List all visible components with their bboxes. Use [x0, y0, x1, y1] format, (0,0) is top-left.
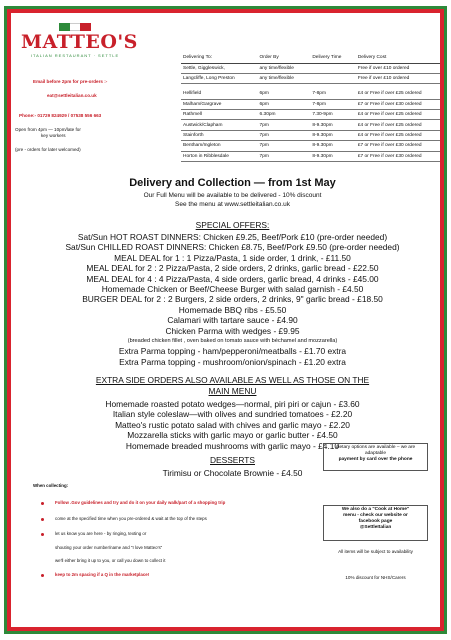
- delivery-cell: Austwick/Clapham: [181, 120, 258, 130]
- delivery-cell: 8-9.30pm: [310, 120, 355, 130]
- offer-item: Sat/Sun HOT ROAST DINNERS: Chicken £9.25, Beef/Pork £10 (pre-order needed): [77, 232, 388, 242]
- flyer-page: [11, 13, 440, 627]
- offers-heading: SPECIAL OFFERS:: [195, 220, 270, 230]
- delivery-row: [181, 151, 440, 161]
- opening-hours: Open from 4pm — 10pm/late for: [15, 127, 81, 132]
- phone-numbers[interactable]: Phone:- 01729 824929 / 07538 556 663: [19, 113, 102, 118]
- offer-item: Homemade BBQ ribs - £5.50: [178, 304, 287, 315]
- dietary-line-2: adaptable: [364, 451, 387, 456]
- cook-line-4[interactable]: @SettleItalian: [359, 525, 392, 530]
- delivery-row: [181, 120, 440, 130]
- see-menu-link[interactable]: See the menu at www.settleitalian.co.uk: [175, 201, 290, 208]
- card-payment: payment by card over the phone: [338, 457, 413, 462]
- cook-line-3: facebook page: [358, 519, 393, 524]
- delivery-cell: 7pm: [258, 141, 311, 151]
- delivery-cell: £4 or Free if over £25 ordered: [356, 130, 440, 140]
- dietary-line-1: dietary options are available – we are: [335, 445, 416, 450]
- delivery-cell: 8-9.30pm: [310, 141, 355, 151]
- extra-item: Italian style coleslaw—with olives and sundried tomatoes - £2.20: [112, 409, 353, 420]
- email-address[interactable]: eat@settleitalian.co.uk: [47, 93, 97, 98]
- dietary-box: [323, 443, 428, 471]
- collection-item-3b: shouting your order number/name and "I love Matteo's": [55, 545, 163, 550]
- cook-at-home-box: [323, 505, 428, 541]
- delivery-cell: [310, 63, 355, 73]
- delivery-cell: any time/flexible: [258, 63, 311, 73]
- delivery-cell: Bentham/Ingleton: [181, 141, 258, 151]
- delivery-cell: 7-8pm: [310, 89, 355, 99]
- offer-item: MEAL DEAL for 1 : 1 Pizza/Pasta, 1 side order, 1 drink, - £11.50: [114, 252, 351, 263]
- delivery-cell: 7pm: [258, 151, 311, 161]
- col-delivery-time: Delivery Time: [310, 53, 355, 63]
- col-delivery-cost: Delivery Cost: [356, 53, 440, 63]
- opening-hours-2: key workers: [41, 133, 66, 138]
- offer-item: Extra Parma topping - mushroom/onion/spinach - £1.20 extra: [119, 356, 346, 367]
- delivery-cell: £7 or Free if over £30 ordered: [356, 99, 440, 109]
- offer-item: Homemade Chicken or Beef/Cheese Burger with salad garnish - £4.50: [101, 284, 364, 295]
- offer-item: Calamari with tartare sauce - £4.90: [167, 315, 298, 326]
- delivery-cell: 6pm: [258, 99, 311, 109]
- delivery-cell: Hellifield: [181, 89, 258, 99]
- delivery-cell: Free if over £10 ordered: [356, 73, 440, 83]
- offer-item: Chicken Parma with wedges - £9.95: [165, 325, 300, 336]
- email-notice: Email before 2pm for pre-orders :-: [33, 79, 108, 84]
- bullet-icon: [41, 518, 44, 521]
- discount-note: 10% discount for NHS/Carers: [345, 575, 406, 580]
- desserts-heading: DESSERTS: [210, 455, 255, 465]
- delivery-cell: 6.30pm: [258, 110, 311, 120]
- page-title: Delivery and Collection — from 1st May: [129, 177, 336, 189]
- delivery-row: [181, 99, 440, 109]
- italian-flag-icon: [59, 23, 91, 31]
- extra-item: Homemade breaded mushrooms with garlic mayo - £4.10: [125, 440, 340, 451]
- delivery-cell: 6pm: [258, 89, 311, 99]
- extra-item: Matteo's rustic potato salad with chives and garlic mayo - £2.20: [115, 419, 350, 430]
- delivery-cell: 7pm: [258, 120, 311, 130]
- availability-note: All items will be subject to availability: [338, 549, 413, 554]
- delivery-row: [181, 110, 440, 120]
- delivery-cell: [310, 73, 355, 83]
- offer-item: (breaded chicken fillet , oven baked on tomato sauce with béchamel and mozzarella): [127, 338, 338, 345]
- col-delivering-to: Delivering To:: [181, 53, 258, 63]
- delivery-row: [181, 130, 440, 140]
- delivery-cell: Settle, Giggleswick,: [181, 63, 258, 73]
- delivery-row: [181, 141, 440, 151]
- collection-item-4: keep to 2m spacing if a Q in the marketplace!: [55, 572, 150, 577]
- delivery-cell: Stainforth: [181, 130, 258, 140]
- extras-heading-2: MAIN MENU: [208, 386, 257, 396]
- bullet-icon: [41, 502, 44, 505]
- logo-tagline: ITALIAN RESTAURANT · SETTLE: [30, 53, 120, 58]
- delivery-cell: Langcliffe, Long Preston: [181, 73, 258, 83]
- delivery-cell: £7 or Free if over £30 ordered: [356, 151, 440, 161]
- delivery-cell: 8-9.30pm: [310, 151, 355, 161]
- red-border: [7, 9, 444, 631]
- delivery-cell: £4 or Free if over £25 ordered: [356, 110, 440, 120]
- collection-item-3: let us know you are here - by ringing, texting or: [55, 531, 147, 536]
- delivery-cell: any time/flexible: [258, 73, 311, 83]
- green-border: [4, 6, 447, 634]
- delivery-row: [181, 89, 440, 99]
- offer-item: Sat/Sun CHILLED ROAST DINNERS: Chicken £8.75, Beef/Pork £9.50 (pre-order needed): [65, 242, 400, 253]
- offer-item: MEAL DEAL for 4 : 4 Pizza/Pasta, 4 side orders, garlic bread, 4 drinks - £45.00: [86, 273, 379, 284]
- cook-line-1: We also do a "Cook at Home": [341, 507, 410, 512]
- delivery-cell: Malham/Gargrave: [181, 99, 258, 109]
- matteos-logo: [21, 23, 138, 59]
- bullet-icon: [41, 574, 44, 577]
- delivery-table-header: [181, 53, 440, 63]
- delivery-cell: £4 or Free if over £25 ordered: [356, 120, 440, 130]
- dessert-item: Tirimisu or Chocolate Brownie - £4.50: [162, 468, 303, 478]
- collection-heading: When collecting:: [33, 483, 69, 488]
- offer-item: Extra Parma topping - ham/pepperoni/meatballs - £1.70 extra: [118, 346, 347, 357]
- extra-item: Homemade roasted potato wedges—normal, piri piri or cajun - £3.60: [105, 399, 360, 409]
- collection-item-2: come at the specified time when you pre-ordered & wait at the top of the steps: [55, 516, 207, 521]
- preorder-note: (pre - orders for later welcomed): [15, 147, 81, 152]
- delivery-cell: 7.30-9pm: [310, 110, 355, 120]
- subtitle: Our Full Menu will be available to be delivered - 10% discount: [143, 192, 322, 199]
- offer-item: MEAL DEAL for 2 : 2 Pizza/Pasta, 2 side orders, 2 drinks, garlic bread - £22.50: [86, 263, 379, 274]
- delivery-cell: £7 or Free if over £30 ordered: [356, 141, 440, 151]
- collection-item-1: Follow .Gov guidelines and try and do it on your daily walk/part of a shopping trip: [55, 500, 226, 505]
- collection-item-3c: we'll either bring it up to you, or call you down to collect it: [55, 558, 166, 563]
- offer-item: BURGER DEAL for 2 : 2 Burgers, 2 side orders, 2 drinks, 9" garlic bread - £18.50: [82, 294, 383, 305]
- delivery-cell: Free if over £10 ordered: [356, 63, 440, 73]
- delivery-cell: 8-9.30pm: [310, 130, 355, 140]
- delivery-cell: 7-8pm: [310, 99, 355, 109]
- delivery-cell: 7pm: [258, 130, 311, 140]
- extra-item: Mozzarella sticks with garlic mayo or garlic butter - £4.50: [127, 430, 338, 441]
- col-order-by: Order By: [258, 53, 311, 63]
- delivery-row: [181, 73, 440, 83]
- delivery-cell: Horton in Ribblesdale: [181, 151, 258, 161]
- bullet-icon: [41, 533, 44, 536]
- logo-name: MATTEO'S: [21, 31, 138, 53]
- extras-heading: EXTRA SIDE ORDERS ALSO AVAILABLE AS WELL AS THOSE ON THE: [95, 375, 370, 385]
- cook-line-2: menu - check our website or: [343, 513, 408, 518]
- offers-list: [11, 232, 440, 367]
- delivery-row: [181, 63, 440, 73]
- delivery-cell: £4 or Free if over £25 ordered: [356, 89, 440, 99]
- delivery-cell: Rathmell: [181, 110, 258, 120]
- delivery-table: [181, 53, 440, 162]
